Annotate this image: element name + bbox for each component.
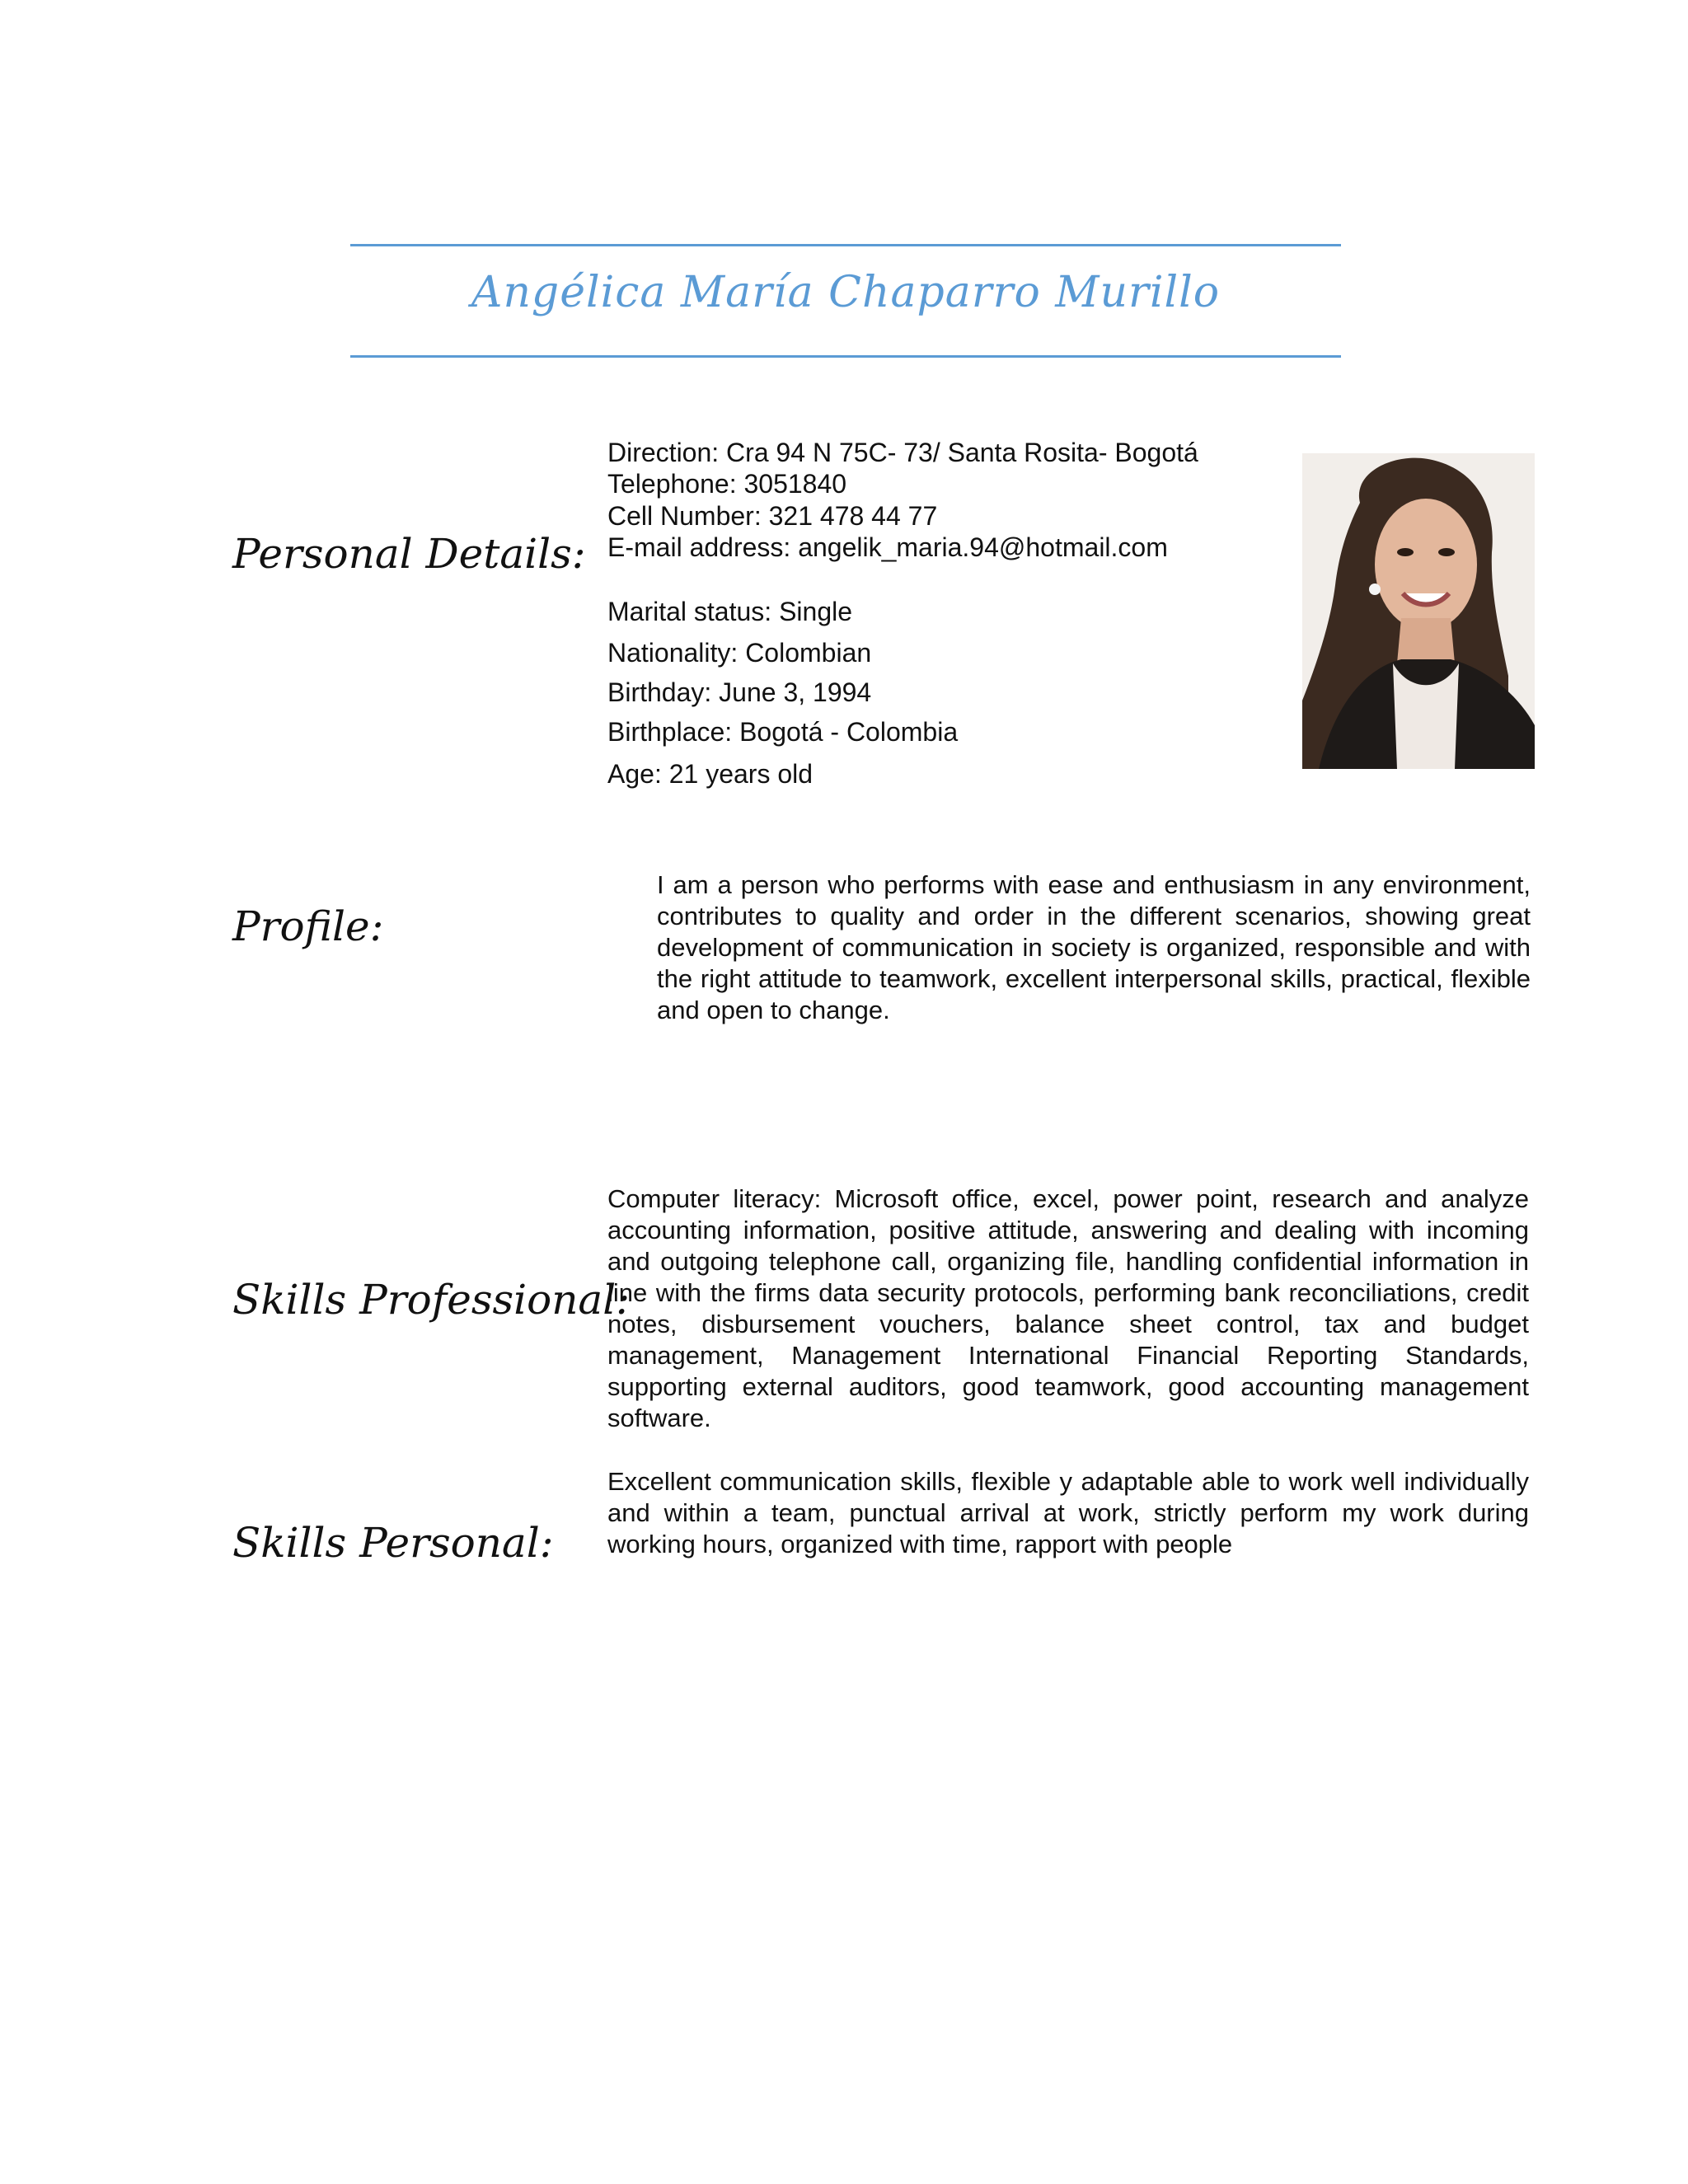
direction-line: Direction: Cra 94 N 75C- 73/ Santa Rosita- Bogotá (607, 438, 1198, 467)
email-line: E-mail address: angelik_maria.94@hotmail.com (607, 532, 1168, 562)
birthday-line: Birthday: June 3, 1994 (607, 677, 872, 707)
cell-number-line: Cell Number: 321 478 44 77 (607, 501, 938, 531)
birthplace-line: Birthplace: Bogotá - Colombia (607, 717, 959, 747)
profile-label: Profile: (232, 902, 384, 950)
marital-status-line: Marital status: Single (607, 597, 853, 626)
skills-professional-label: Skills Professional: (232, 1276, 631, 1324)
skills-personal-text: Excellent communication skills, flexible y adaptable able to work well individually and within a team, punctual arrival at work, strictly perform my work during working hours, organized with time, rapport with people (607, 1467, 1529, 1558)
nationality-line: Nationality: Colombian (607, 638, 872, 668)
header-top-rule (350, 244, 1341, 246)
profile-text: I am a person who performs with ease and enthusiasm in any environment, contributes to quality and order in the different scenarios, showing great development of communication in society is organized, responsible and with the right attitude to teamwork, excellent interpersonal skills, practical, flexible and open to change. (657, 870, 1531, 1024)
header-bottom-rule (350, 355, 1341, 358)
skills-personal-label: Skills Personal: (232, 1519, 554, 1567)
age-line: Age: 21 years old (607, 759, 814, 789)
profile-photo (1302, 453, 1535, 769)
candidate-name: Angélica María Chaparro Murillo (471, 268, 1221, 317)
skills-professional-text: Computer literacy: Microsoft office, excel, power point, research and analyze accounting information, positive attitude, answering and dealing with incoming and outgoing telephone call, organizing file, handling confidential information in line with the firms data security protocols, performing bank reconciliations, credit notes, disbursement vouchers, balance sheet control, tax and budget management, Management International Financial Reporting Standards, supporting external auditors, good teamwork, good accounting management software. (607, 1184, 1529, 1432)
telephone-line: Telephone: 3051840 (607, 469, 847, 499)
personal-details-label: Personal Details: (232, 530, 586, 578)
